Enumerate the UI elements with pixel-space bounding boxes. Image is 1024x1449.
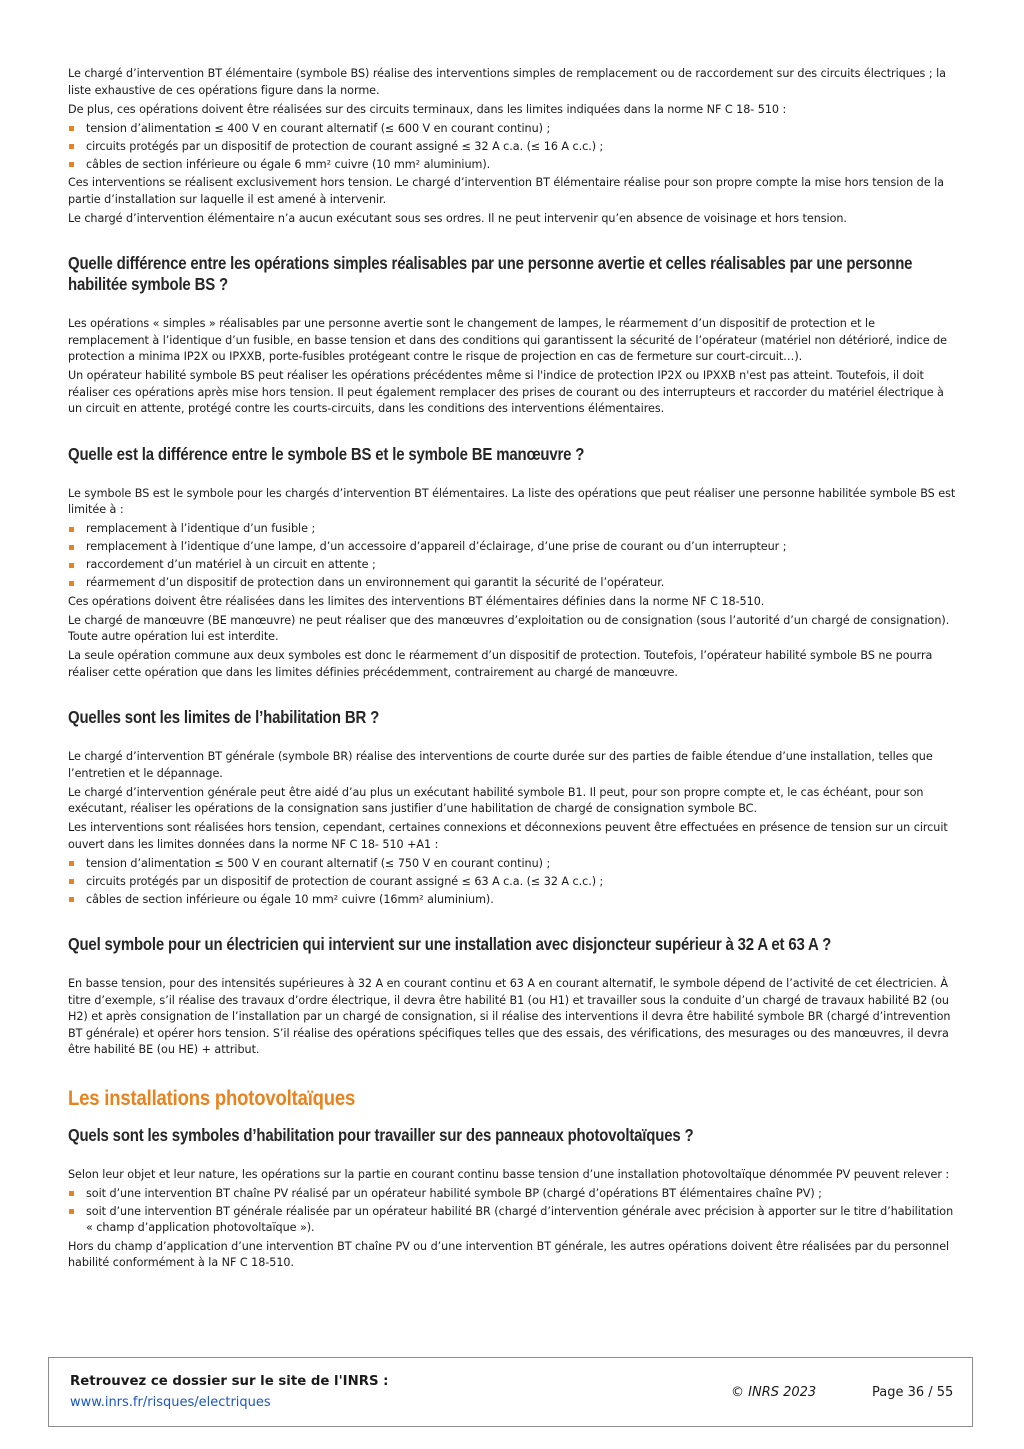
- list-item-text: circuits protégés par un dispositif de protection de courant assigné ≤ 32 A c.a. (≤ 16 A c.c.) ;: [86, 139, 604, 153]
- list-item-text: soit d’une intervention BT générale réalisée par un opérateur habilité BR (chargé d’intervention générale avec précision à apporter sur le titre d’habilitation « champ d’application photovoltaïque »).: [86, 1204, 954, 1234]
- bullet-square-icon: [69, 879, 74, 884]
- paragraph: Le chargé d’intervention BT élémentaire (symbole BS) réalise des interventions simples de remplacement ou de raccordement sur des circuits électriques ; la liste exhaustive de ces opérations figure dans la norme.: [68, 67, 946, 97]
- list-item: [68, 139, 958, 156]
- paragraph: Le chargé d’intervention BT générale (symbole BR) réalise des interventions de courte durée sur des parties de faible étendue d’une installation, telles que l’entretien et le dépannage.: [68, 750, 933, 780]
- bullet-square-icon: [69, 581, 74, 586]
- bullet-list: [68, 1186, 958, 1237]
- paragraph: La seule opération commune aux deux symboles est donc le réarmement d’un dispositif de protection. Toutefois, l’opérateur habilité symbole BS ne pourra réaliser cette opération que dans les limites définies précédemment, contrairement au chargé de manœuvre.: [68, 649, 933, 679]
- bullet-square-icon: [69, 563, 74, 568]
- list-item: [68, 856, 958, 873]
- section-heading: Quelle différence entre les opérations simples réalisables par une personne avertie et celles réalisables par une personne habilitée symbole BS ?: [68, 253, 913, 294]
- list-item: [68, 557, 958, 574]
- paragraph: Le chargé d’intervention générale peut être aidé d’au plus un exécutant habilité symbole B1. Il peut, pour son propre compte et, le cas échéant, pour son exécutant, réaliser les opérations de la consignation sans justifier d’une habilitation de chargé de consignation symbole BC.: [68, 785, 924, 815]
- paragraph: Selon leur objet et leur nature, les opérations sur la partie en courant continu basse tension d’une installation photovoltaïque dénommée PV peuvent relever :: [68, 1167, 950, 1181]
- bullet-square-icon: [69, 162, 74, 167]
- paragraph: Le chargé d’intervention élémentaire n’a aucun exécutant sous ses ordres. Il ne peut intervenir qu’en absence de voisinage et hors tension.: [68, 211, 847, 225]
- section-heading: Quel symbole pour un électricien qui intervient sur une installation avec disjoncteur supérieur à 32 A et 63 A ?: [68, 934, 832, 954]
- list-item: [68, 539, 958, 556]
- copyright-text: © INRS 2023: [731, 1385, 817, 1400]
- paragraph: Les opérations « simples » réalisables par une personne avertie sont le changement de lampes, le réarmement d’un dispositif de protection et le remplacement à l’identique d’un fusible, en basse tension et dans des conditions qui garantissent la sécurité de l’opérateur (matériel non détérioré, indice de protection a minima IP2X ou IPXXB, porte-fusibles protégeant contre le risque de projection en cas de fermeture sur court-circuit…).: [68, 317, 947, 363]
- bullet-list: [68, 856, 958, 909]
- list-item-text: circuits protégés par un dispositif de protection de courant assigné ≤ 63 A c.a. (≤ 32 A c.c.) ;: [86, 874, 604, 888]
- chapter-title: Les installations photovoltaïques: [68, 1085, 356, 1110]
- list-item-text: réarmement d’un dispositif de protection dans un environnement qui garantit la sécurité de l’opérateur.: [86, 576, 665, 589]
- bullet-list: [68, 121, 958, 174]
- bullet-square-icon: [69, 144, 74, 149]
- list-item: [68, 157, 958, 174]
- bullet-square-icon: [69, 545, 74, 550]
- page-number: Page 36 / 55: [872, 1385, 954, 1400]
- list-item-text: remplacement à l’identique d’un fusible ;: [86, 522, 316, 535]
- bullet-square-icon: [69, 527, 74, 532]
- list-item: [68, 1204, 958, 1237]
- footer-label: Retrouvez ce dossier sur le site de l'INRS :: [70, 1374, 389, 1389]
- list-item: [68, 892, 958, 909]
- list-item-text: soit d’une intervention BT chaîne PV réalisé par un opérateur habilité symbole BP (chargé d’opérations BT élémentaires chaîne PV) ;: [86, 1186, 822, 1200]
- footer-link[interactable]: www.inrs.fr/risques/electriques: [70, 1395, 271, 1410]
- paragraph: Ces interventions se réalisent exclusivement hors tension. Le chargé d’intervention BT élémentaire réalise pour son propre compte la mise hors tension de la partie d’installation sur laquelle il est amené à intervenir.: [68, 176, 944, 206]
- paragraph: Le chargé de manœuvre (BE manœuvre) ne peut réaliser que des manœuvres d’exploitation ou de consignation (sous l’autorité d’un chargé de consignation). Toute autre opération lui est interdite.: [68, 613, 950, 643]
- list-item-text: remplacement à l’identique d’une lampe, d’un accessoire d’appareil d’éclairage, d’une prise de courant ou d’un interrupteur ;: [86, 540, 787, 553]
- paragraph: En basse tension, pour des intensités supérieures à 32 A en courant continu et 63 A en courant alternatif, le symbole dépend de l’activité de cet électricien. À titre d’exemple, s’il réalise des travaux d’ordre électrique, il devra être habilité B1 (ou H1) et travailler sous la conduite d’un chargé de travaux habilité B2 (ou H2) et après consignation de l’installation par un chargé de consignation, si il réalise des interventions il devra être habilité symbole BR (chargé d’intrevention BT générale) et opérer hors tension. S’il réalise des opérations spécifiques telles que des essais, des vérifications, des mesurages ou des manœuvres, il devra être habilité BE (ou HE) + attribut.: [68, 977, 951, 1056]
- bullet-square-icon: [69, 1191, 74, 1196]
- bullet-square-icon: [69, 861, 74, 866]
- section-heading: Quelles sont les limites de l’habilitation BR ?: [68, 707, 380, 727]
- bullet-square-icon: [69, 1209, 74, 1214]
- list-item-text: tension d’alimentation ≤ 400 V en courant alternatif (≤ 600 V en courant continu) ;: [86, 121, 551, 135]
- list-item-text: câbles de section inférieure ou égale 6 mm² cuivre (10 mm² aluminium).: [86, 157, 491, 171]
- bullet-square-icon: [69, 126, 74, 131]
- bullet-square-icon: [69, 897, 74, 902]
- paragraph: Un opérateur habilité symbole BS peut réaliser les opérations précédentes même si l'indice de protection IP2X ou IPXXB n'est pas atteint. Toutefois, il doit réaliser ces opérations après mise hors tension. Il peut également remplacer des prises de courant ou des interrupteurs et raccorder du matériel électrique à un circuit en attente, protégé contre les courts-circuits, dans les conditions des interventions élémentaires.: [68, 369, 944, 415]
- section-heading: Quelle est la différence entre le symbole BS et le symbole BE manœuvre ?: [68, 443, 585, 464]
- list-item-text: tension d’alimentation ≤ 500 V en courant alternatif (≤ 750 V en courant continu) ;: [86, 856, 551, 870]
- paragraph: Hors du champ d’application d’une intervention BT chaîne PV ou d’une intervention BT générale, les autres opérations doivent être réalisées par du personnel habilité conformément à la NF C 18-510.: [68, 1239, 950, 1269]
- list-item: [68, 1186, 958, 1203]
- paragraph: Ces opérations doivent être réalisées dans les limites des interventions BT élémentaires définies dans la norme NF C 18-510.: [68, 594, 765, 608]
- list-item: [68, 121, 958, 138]
- list-item: [68, 575, 958, 592]
- list-item: [68, 874, 958, 891]
- section-heading: Quels sont les symboles d’habilitation pour travailler sur des panneaux photovoltaïques ?: [68, 1124, 694, 1145]
- page-footer: [48, 1357, 973, 1427]
- paragraph: Les interventions sont réalisées hors tension, cependant, certaines connexions et déconnexions peuvent être effectuées en présence de tension sur un circuit ouvert dans les limites données dans la norme NF C 18- 510 +A1 :: [68, 821, 948, 851]
- list-item-text: câbles de section inférieure ou égale 10 mm² cuivre (16mm² aluminium).: [86, 892, 494, 906]
- list-item: [68, 521, 958, 538]
- bullet-list: [68, 521, 958, 592]
- paragraph: Le symbole BS est le symbole pour les chargés d’intervention BT élémentaires. La liste des opérations que peut réaliser une personne habilitée symbole BS est limitée à :: [68, 486, 956, 516]
- paragraph: De plus, ces opérations doivent être réalisées sur des circuits terminaux, dans les limites indiquées dans la norme NF C 18- 510 :: [68, 102, 787, 116]
- list-item-text: raccordement d’un matériel à un circuit en attente ;: [86, 558, 376, 571]
- document-body: [68, 66, 958, 1274]
